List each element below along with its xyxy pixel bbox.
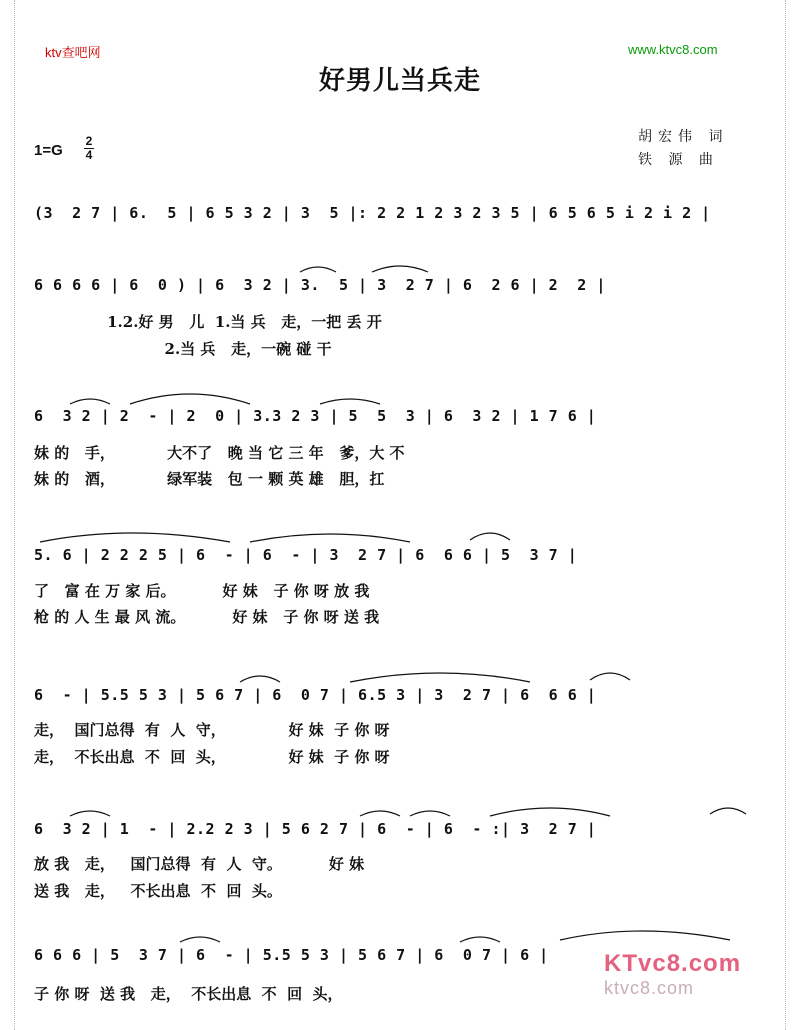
score-line-3-lyrics-verse-1: 妹 的 手， 大不了 晚 当 它 三 年 爹，大 不	[34, 444, 405, 462]
song-title: 好男儿当兵走	[318, 66, 481, 96]
site-url-right: www.ktvc8.com	[628, 42, 718, 57]
slur-arc	[470, 533, 510, 540]
score-line-7-lyrics-verse-1: 子 你 呀 送 我 走， 不长出息 不 回 头，	[34, 985, 343, 1003]
slur-arc	[130, 394, 250, 404]
slur-arc	[320, 399, 380, 404]
lyricist-credit: 胡宏伟 词	[638, 129, 729, 145]
watermark-logo-shadow: ktvc8.com	[604, 978, 695, 998]
score-line-5-notes: 6 - | 5.5 5 3 | 5 6 7 | 6 0 7 | 6.5 3 | 3 2 7 | 6 6 6 |	[34, 686, 597, 704]
score-line-5-lyrics-verse-1: 走， 国门总得 有 人 守， 好 妹 子 你 呀	[34, 721, 390, 739]
score-line-6-lyrics-verse-2: 送 我 走， 不长出息 不 回 头。	[34, 882, 282, 900]
slur-arc	[70, 399, 110, 404]
composer-credit: 铁 源 曲	[638, 152, 719, 168]
slur-arc	[250, 534, 410, 542]
slur-arc	[180, 937, 220, 942]
slur-arc	[240, 676, 280, 682]
slur-arc	[410, 811, 450, 816]
slur-arc	[372, 266, 428, 272]
slur-arc	[590, 673, 630, 680]
slur-arc	[360, 811, 400, 816]
site-label-left: ktv查吧网	[45, 45, 101, 60]
score-line-4-notes: 5. 6 | 2 2 2 5 | 6 - | 6 - | 3 2 7 | 6 6 6 | 5 3 7 |	[34, 546, 578, 564]
time-signature-bottom: 4	[85, 148, 93, 162]
time-signature-top: 2	[85, 134, 93, 148]
score-line-6-lyrics-verse-1: 放 我 走， 国门总得 有 人 守。 好 妹	[34, 855, 365, 873]
score-line-3-notes: 6 3 2 | 2 - | 2 0 | 3.3 2 3 | 5 5 3 | 6 3 2 | 1 7 6 |	[34, 407, 597, 425]
slur-arc	[460, 937, 500, 942]
score-line-2-notes: 6 6 6 6 | 6 0 ) | 6 3 2 | 3. 5 | 3 2 7 | 6 2 6 | 2 2 |	[34, 276, 606, 294]
score-line-4-lyrics-verse-2: 枪 的 人 生 最 风 流。 好 妹 子 你 呀 送 我	[34, 608, 380, 626]
score-line-1-notes: (3 2 7 | 6. 5 | 6 5 3 2 | 3 5 |: 2 2 1 2 3 2 3 5 | 6 5 6 5 i 2 i 2 |	[34, 204, 711, 222]
score-line-5-lyrics-verse-2: 走， 不长出息 不 回 头， 好 妹 子 你 呀	[34, 748, 390, 766]
watermark-logo: KTvc8.com	[604, 950, 742, 977]
score-line-4-lyrics-verse-1: 了 富 在 万 家 后。 好 妹 子 你 呀 放 我	[34, 582, 370, 600]
score-line-3-lyrics-verse-2: 妹 的 酒， 绿军装 包 一 颗 英 雄 胆，扛	[34, 470, 385, 488]
slur-arc	[710, 808, 746, 814]
slur-arc	[350, 673, 530, 682]
score-line-6-notes: 6 3 2 | 1 - | 2.2 2 3 | 5 6 2 7 | 6 - | 6 - :| 3 2 7 |	[34, 820, 597, 838]
slur-arc	[40, 533, 230, 542]
slur-arc	[560, 931, 730, 940]
slur-arc	[70, 811, 110, 816]
score-line-2-lyrics-verse-1: 1.2.好 男 儿 1.当 兵 走，一把 丢 开	[34, 313, 382, 331]
score-line-2-lyrics-verse-2: 2.当 兵 走，一碗 碰 干	[34, 340, 332, 358]
score-line-7-notes: 6 6 6 | 5 3 7 | 6 - | 5.5 5 3 | 5 6 7 | 6 0 7 | 6 |	[34, 946, 549, 964]
slur-arc	[490, 808, 610, 816]
key-signature: 1=G	[34, 142, 63, 159]
slur-arc	[300, 267, 336, 272]
